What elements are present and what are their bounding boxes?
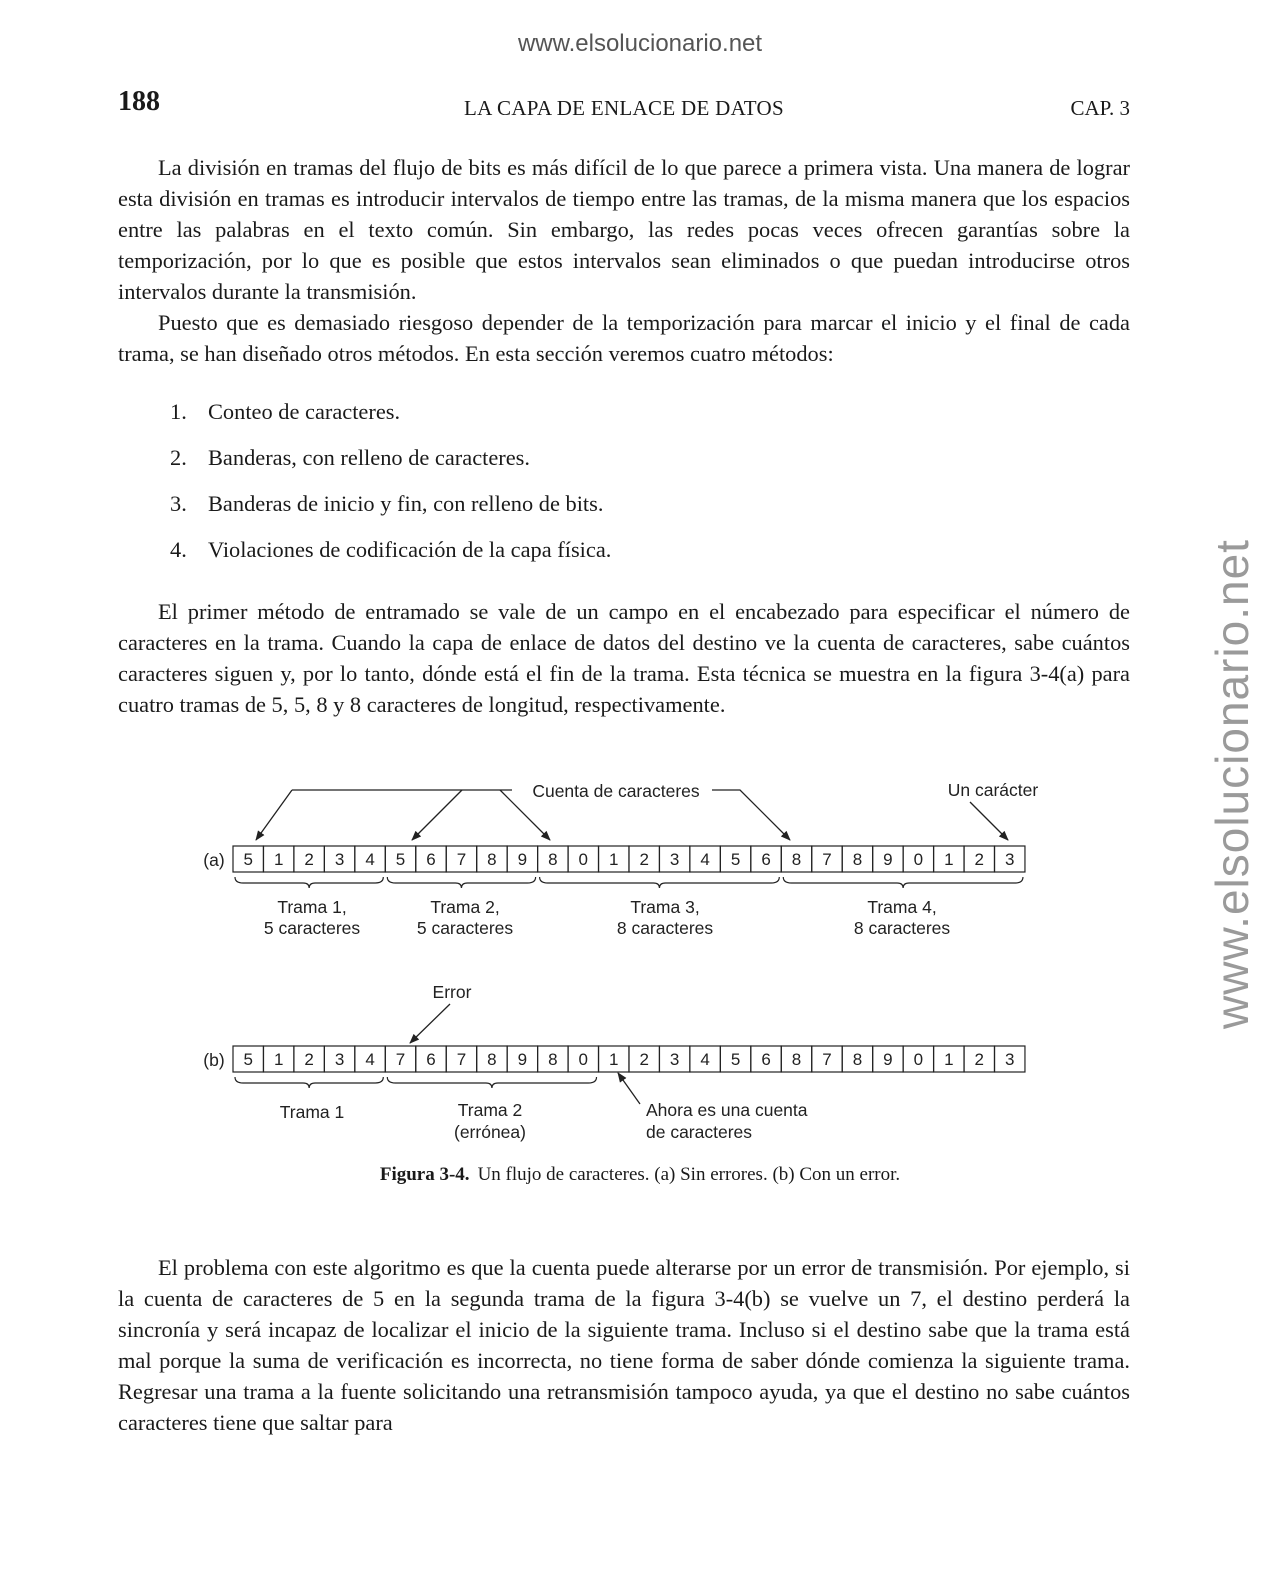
list-item: 1. Conteo de caracteres. — [170, 399, 401, 424]
cell-value: 5 — [243, 1050, 253, 1069]
cell-value: 0 — [913, 850, 924, 869]
cell-value: 1 — [273, 1050, 284, 1069]
row-a-cells — [233, 846, 1025, 872]
cell-value: 2 — [304, 1050, 314, 1069]
row-a-label: (a) — [203, 850, 225, 870]
caption-label: Figura 3-4. — [379, 1164, 470, 1185]
cell-value: 1 — [609, 850, 619, 869]
cell-value: 3 — [334, 850, 345, 869]
now-count-line2: de caracteres — [646, 1122, 753, 1142]
cell-value: 8 — [548, 1050, 558, 1069]
frame-a3-line1: Trama 3, — [630, 897, 700, 917]
row-b-cells — [233, 1046, 1025, 1072]
paragraph-3: El primer método de entramado se vale de un campo en el encabezado para especificar el número de caracteres en la trama. Cuando la capa de enlace de datos del destino ve la cuenta de caracteres, sabe cuántos caracteres siguen y, por lo tanto, dónde está el fin de la trama. Esta técnica se muestra en la figura 3-4(a) para cuatro tramas de 5, 5, 8 y 8 caracteres de longitud, respectivamente. — [118, 599, 1130, 717]
cell-value: 2 — [974, 850, 985, 869]
cell-value: 8 — [791, 850, 802, 869]
cell-value: 9 — [883, 1050, 893, 1069]
cell-value: 0 — [913, 1050, 924, 1069]
cell-value: 6 — [426, 850, 436, 869]
frame-brace — [235, 1077, 383, 1088]
frame-b2-line1: Trama 2 — [457, 1100, 523, 1120]
frame-brace — [540, 877, 780, 888]
frame-a4-line1: Trama 4, — [867, 897, 937, 917]
cell-value: 4 — [700, 1050, 710, 1069]
cell-value: 2 — [974, 1050, 985, 1069]
one-char-label: Un carácter — [947, 780, 1039, 800]
frame-a1-line1: Trama 1, — [277, 897, 347, 917]
cell-value: 2 — [639, 850, 649, 869]
figure-3-4 — [0, 760, 1280, 1200]
frame-b2-line2: (errónea) — [454, 1122, 526, 1142]
cell-value: 8 — [791, 1050, 802, 1069]
list-item: 2. Banderas, con relleno de caracteres. — [170, 445, 530, 470]
cell-value: 3 — [334, 1050, 345, 1069]
cell-value: 8 — [487, 850, 497, 869]
caption-text: Un flujo de caracteres. (a) Sin errores. (b) Con un error. — [477, 1164, 901, 1185]
cell-value: 7 — [456, 1050, 467, 1069]
cell-value: 4 — [365, 850, 375, 869]
cell-value: 7 — [822, 1050, 832, 1069]
cell-value: 8 — [487, 1050, 497, 1069]
cell-value: 6 — [761, 850, 771, 869]
cell-value: 9 — [517, 1050, 528, 1069]
cell-value: 1 — [609, 1050, 619, 1069]
cell-value: 1 — [273, 850, 284, 869]
list-item: 4. Violaciones de codificación de la capa física. — [170, 537, 612, 562]
figure-caption — [0, 1164, 1280, 1186]
cell-value: 5 — [730, 1050, 741, 1069]
now-count-line1: Ahora es una cuenta — [646, 1100, 808, 1120]
row-b-label: (b) — [203, 1050, 225, 1070]
cell-value: 9 — [517, 850, 528, 869]
frame-a1-line2: 5 caracteres — [263, 918, 361, 938]
paragraph-2: Puesto que es demasiado riesgoso depender de la temporización para marcar el inicio y el final de cada trama, se han diseñado otros métodos. En esta sección veremos cuatro métodos: — [118, 310, 1130, 366]
cell-value: 5 — [243, 850, 253, 869]
frame-b1-line1: Trama 1 — [279, 1102, 345, 1122]
frame-a2-line1: Trama 2, — [430, 897, 500, 917]
frame-brace — [387, 877, 535, 888]
count-label-a: Cuenta de caracteres — [532, 781, 700, 801]
watermark-side: www.elsolucionario.net — [1206, 539, 1258, 1029]
cell-value: 3 — [1004, 850, 1015, 869]
row-b-braces — [235, 1077, 597, 1088]
cell-value: 0 — [578, 850, 589, 869]
page-number: 188 — [118, 86, 160, 117]
cell-value: 8 — [852, 1050, 863, 1069]
row-a-braces — [235, 877, 1023, 888]
list-item: 3. Banderas de inicio y fin, con relleno de bits. — [170, 491, 604, 516]
watermark-top: www.elsolucionario.net — [517, 30, 763, 57]
cell-value: 7 — [822, 850, 832, 869]
cell-value: 2 — [639, 1050, 649, 1069]
cell-value: 6 — [426, 1050, 436, 1069]
chapter-label: CAP. 3 — [1070, 96, 1130, 120]
cell-value: 3 — [1004, 1050, 1015, 1069]
cell-value: 7 — [395, 1050, 406, 1069]
cell-value: 9 — [883, 850, 893, 869]
cell-value: 6 — [761, 1050, 771, 1069]
methods-list — [170, 396, 1070, 580]
cell-value: 5 — [395, 850, 406, 869]
cell-value: 1 — [944, 1050, 954, 1069]
character-stream-diagram — [0, 760, 1280, 1160]
cell-value: 7 — [456, 850, 467, 869]
frame-a2-line2: 5 caracteres — [416, 918, 514, 938]
frame-brace — [387, 1077, 596, 1088]
cell-value: 0 — [578, 1050, 589, 1069]
running-title: LA CAPA DE ENLACE DE DATOS — [464, 96, 784, 120]
frame-brace — [235, 877, 383, 888]
frame-brace — [783, 877, 1023, 888]
frame-a3-line2: 8 caracteres — [616, 918, 714, 938]
cell-value: 8 — [852, 850, 863, 869]
error-label: Error — [432, 982, 472, 1002]
cell-value: 3 — [669, 850, 680, 869]
cell-value: 1 — [944, 850, 954, 869]
cell-value: 5 — [730, 850, 741, 869]
cell-value: 4 — [700, 850, 710, 869]
cell-value: 3 — [669, 1050, 680, 1069]
paragraph-4: El problema con este algoritmo es que la cuenta puede alterarse por un error de transmisión. Por ejemplo, si la cuenta de caracteres de 5 en la segunda trama de la figura 3-4(b) se vuelve un 7, el destino perderá la sincronía y será incapaz de localizar el inicio de la siguiente trama. Incluso si el destino sabe que la trama está mal porque la suma de verificación es incorrecta, no tiene forma de saber dónde comienza la siguiente trama. Regresar una trama a la fuente solicitando una retransmisión tampoco ayuda, ya que el destino no sabe cuántos caracteres tiene que saltar para — [118, 1255, 1130, 1435]
cell-value: 8 — [548, 850, 558, 869]
page-header — [118, 86, 1130, 126]
paragraph-1: La división en tramas del flujo de bits es más difícil de lo que parece a primera vista. Una manera de lograr esta división en tramas es introducir intervalos de tiempo entre las tramas, de la misma manera que los espacios entre las palabras en el texto común. Sin embargo, las redes pocas veces ofrecen garantías sobre la temporización, por lo que es posible que estos intervalos sean eliminados o que puedan introducirse otros intervalos durante la transmisión. — [118, 155, 1130, 304]
frame-a4-line2: 8 caracteres — [853, 918, 951, 938]
cell-value: 4 — [365, 1050, 375, 1069]
cell-value: 2 — [304, 850, 314, 869]
